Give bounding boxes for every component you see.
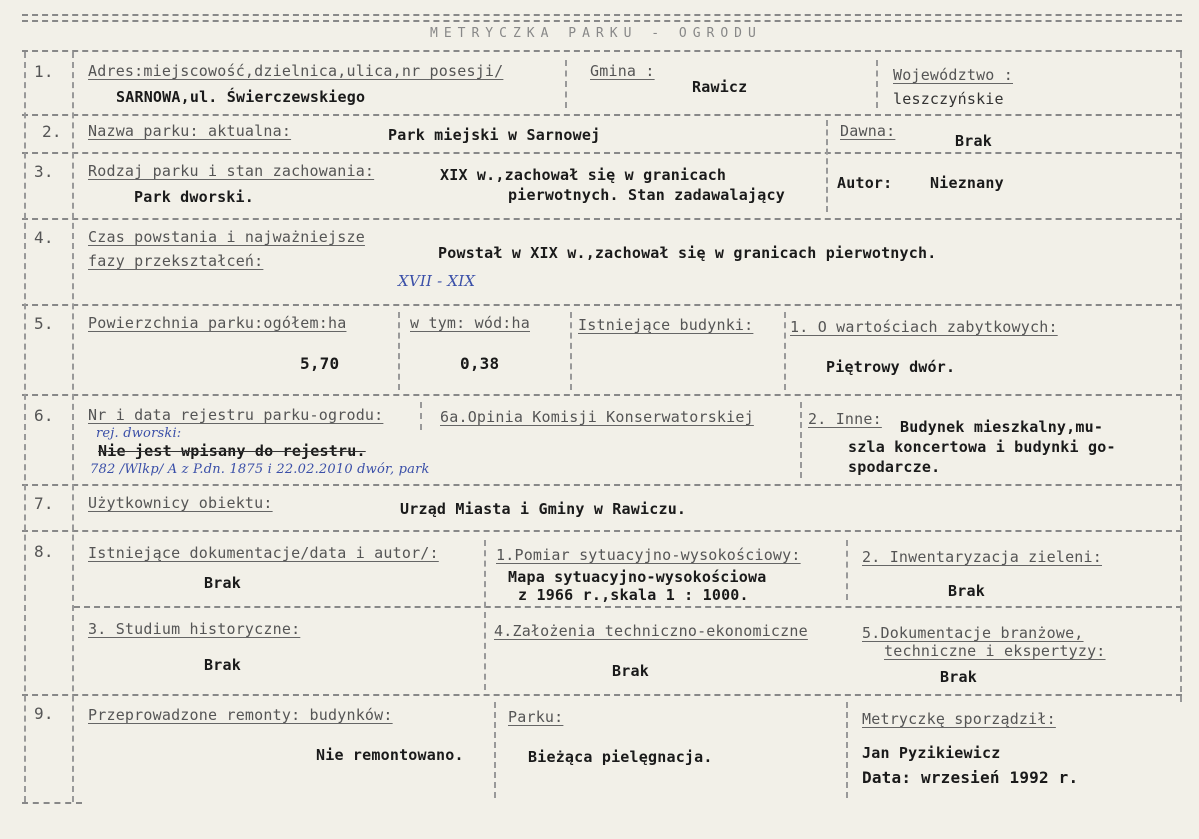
survey-label: 1.Pomiar sytuacyjno-wysokościowy: (496, 546, 801, 564)
title-rule (22, 50, 1182, 52)
area-value: 5,70 (300, 354, 340, 373)
park-type-value: Park dworski. (134, 188, 254, 206)
tech-econ-label: 4.Założenia techniczno-ekonomiczne (494, 622, 808, 640)
row-divider (22, 304, 1182, 306)
origin-label-line2: fazy przekształceń: (88, 252, 264, 270)
users-label: Użytkownicy obiektu: (88, 494, 273, 512)
prepared-by-value: Jan Pyzikiewicz (862, 744, 1001, 762)
heritage-separator (784, 312, 786, 390)
heritage-value-label: 1. O wartościach zabytkowych: (790, 318, 1058, 336)
origin-value: Powstał w XIX w.,zachował się w granicach pierwotnych. (438, 244, 937, 262)
row-number: 1. (34, 62, 54, 81)
other-separator (800, 402, 802, 478)
branch-docs-value: Brak (940, 668, 977, 686)
gmina-label: Gmina : (590, 62, 655, 80)
row-subdivider (74, 606, 1182, 608)
wojewodztwo-value: leszczyńskie (893, 90, 1004, 108)
register-label: Nr i data rejestru parku-ogrodu: (88, 406, 384, 424)
register-value: Nie jest wpisany do rejestru. (98, 442, 366, 460)
author-label: Autor: (837, 174, 893, 192)
row-divider (22, 114, 1182, 116)
row-number: 2. (42, 122, 62, 141)
renovations-value: Nie remontowano. (316, 746, 464, 764)
row-divider (22, 394, 1182, 396)
other-label: 2. Inne: (808, 410, 882, 428)
park-type-label: Rodzaj parku i stan zachowania: (88, 162, 375, 180)
history-study-label: 3. Studium historyczne: (88, 620, 301, 638)
address-value: SARNOWA,ul. Świerczewskiego (116, 88, 366, 106)
inventory-separator (846, 540, 848, 600)
branch-docs-label-line1: 5.Dokumentacje branżowe, (862, 624, 1084, 642)
card-title: METRYCZKA PARKU - OGRODU (430, 26, 762, 41)
row-number: 4. (34, 228, 54, 247)
row-number: 9. (34, 704, 54, 723)
right-margin-bar (1180, 52, 1182, 702)
row-divider (22, 694, 1182, 696)
num-column-bar (72, 52, 74, 802)
row-number: 3. (34, 162, 54, 181)
other-value-line3: spodarcze. (848, 458, 941, 476)
park-care-label: Parku: (508, 708, 564, 726)
prepared-by-label: Metryczkę sporządził: (862, 710, 1056, 728)
buildings-label: Istniejące budynki: (578, 316, 754, 334)
row-number: 5. (34, 314, 54, 333)
park-care-value: Bieżąca pielęgnacja. (528, 748, 713, 766)
users-value: Urząd Miasta i Gminy w Rawiczu. (400, 500, 687, 518)
author-value: Nieznany (930, 174, 1004, 192)
left-margin-bar (24, 52, 26, 802)
water-label: w tym: wód:ha (410, 314, 530, 332)
history-study-value: Brak (204, 656, 241, 674)
renovations-label: Przeprowadzone remonty: budynków: (88, 706, 393, 724)
handwritten-register-note: rej. dworski: (96, 426, 182, 441)
survey-value-line2: z 1966 r.,skala 1 : 1000. (518, 586, 749, 604)
opinion-separator (420, 402, 422, 430)
heritage-value: Piętrowy dwór. (826, 358, 956, 376)
opinion-label: 6a.Opinia Komisji Konserwatorskiej (440, 408, 754, 426)
branch-docs-label-line2: techniczne i ekspertyzy: (884, 642, 1106, 660)
inventory-value: Brak (948, 582, 985, 600)
row-divider (22, 484, 1182, 486)
top-rule (22, 14, 1182, 16)
water-separator (398, 312, 400, 390)
row-divider (22, 530, 1182, 532)
address-label: Adres:miejscowość,dzielnica,ulica,nr posesji/ (88, 62, 504, 80)
row-divider (22, 218, 1182, 220)
park-state-line2: pierwotnych. Stan zadawalający (508, 186, 785, 204)
inventory-label: 2. Inwentaryzacja zieleni: (862, 548, 1102, 566)
park-state-line1: XIX w.,zachował się w granicach (440, 166, 727, 184)
documentation-value: Brak (204, 574, 241, 592)
survey-separator (484, 540, 486, 690)
origin-label-line1: Czas powstania i najważniejsze (88, 228, 365, 246)
row-divider (22, 152, 1182, 154)
top-rule-2 (22, 20, 1182, 22)
park-name-value: Park miejski w Sarnowej (388, 126, 601, 144)
gmina-separator (565, 60, 567, 108)
prepared-separator (846, 702, 848, 798)
prepared-date-value: Data: wrzesień 1992 r. (862, 768, 1079, 787)
documentation-label: Istniejące dokumentacje/data i autor/: (88, 544, 439, 562)
former-name-value: Brak (955, 132, 992, 150)
row-number: 6. (34, 406, 54, 425)
park-name-label: Nazwa parku: aktualna: (88, 122, 292, 140)
bottom-rule (22, 802, 82, 804)
park-care-separator (494, 702, 496, 798)
tech-econ-value: Brak (612, 662, 649, 680)
wojewodztwo-separator (876, 60, 878, 108)
water-value: 0,38 (460, 354, 500, 373)
area-label: Powierzchnia parku:ogółem:ha (88, 314, 347, 332)
row-number: 8. (34, 542, 54, 561)
other-value-line1: Budynek mieszkalny,mu- (900, 418, 1104, 436)
handwritten-register-number: 782 /Wlkp/ A z P.dn. 1875 i 22.02.2010 dwór, park (90, 462, 430, 477)
survey-value-line1: Mapa sytuacyjno-wysokościowa (508, 568, 767, 586)
former-name-separator (826, 120, 828, 212)
wojewodztwo-label: Województwo : (893, 66, 1013, 84)
former-name-label: Dawna: (840, 122, 896, 140)
buildings-separator (570, 312, 572, 390)
gmina-value: Rawicz (692, 78, 748, 96)
row-number: 7. (34, 494, 54, 513)
handwritten-period: XVII - XIX (398, 272, 476, 290)
other-value-line2: szla koncertowa i budynki go- (848, 438, 1116, 456)
